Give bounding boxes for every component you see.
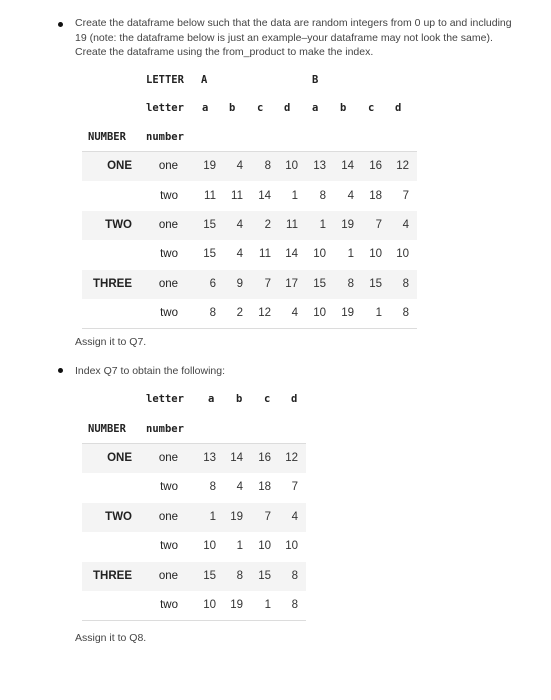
table-cell: 12 bbox=[285, 452, 298, 464]
table-cell: 8 bbox=[236, 570, 243, 582]
table-cell: 10 bbox=[285, 540, 298, 552]
index-level1-label: one bbox=[158, 219, 178, 231]
table-cell: 4 bbox=[402, 219, 409, 231]
table-cell: 15 bbox=[203, 248, 216, 260]
table-cell: 1 bbox=[236, 540, 243, 552]
index-level1-label: one bbox=[158, 570, 178, 582]
table-cell: 1 bbox=[347, 248, 354, 260]
assign-q7-text: Assign it to Q7. bbox=[75, 336, 147, 348]
row-divider bbox=[82, 328, 417, 329]
index-level1-label: one bbox=[158, 278, 178, 290]
table-cell: 10 bbox=[313, 307, 326, 319]
table-cell: 8 bbox=[402, 307, 409, 319]
column-level-name: letter bbox=[146, 393, 184, 405]
table-cell: 11 bbox=[286, 219, 298, 231]
column-group-label: B bbox=[312, 74, 319, 86]
table-cell: 18 bbox=[258, 481, 271, 493]
bullet-2 bbox=[58, 368, 63, 373]
table-cell: 14 bbox=[258, 190, 271, 202]
index-level0-label: THREE bbox=[93, 570, 132, 582]
table-cell: 10 bbox=[203, 599, 216, 611]
table-cell: 15 bbox=[369, 278, 382, 290]
column-label: b bbox=[340, 102, 347, 114]
index-level1-label: two bbox=[160, 190, 178, 202]
table-cell: 1 bbox=[264, 599, 271, 611]
table-cell: 7 bbox=[291, 481, 298, 493]
column-label: a bbox=[202, 102, 209, 114]
table-cell: 8 bbox=[319, 190, 326, 202]
column-label: a bbox=[208, 393, 215, 405]
index-level0-name: NUMBER bbox=[88, 423, 126, 435]
index-level1-name: number bbox=[146, 131, 184, 143]
index-level1-label: one bbox=[158, 511, 178, 523]
table-cell: 11 bbox=[259, 248, 271, 260]
index-level0-label: THREE bbox=[93, 278, 132, 290]
table-cell: 19 bbox=[341, 307, 354, 319]
table-cell: 15 bbox=[313, 278, 326, 290]
table-cell: 16 bbox=[258, 452, 271, 464]
table-cell: 12 bbox=[258, 307, 271, 319]
column-label: a bbox=[312, 102, 319, 114]
table-cell: 15 bbox=[203, 219, 216, 231]
assign-q8-text: Assign it to Q8. bbox=[75, 632, 147, 644]
table-cell: 13 bbox=[313, 160, 326, 172]
column-label: d bbox=[291, 393, 298, 405]
table-cell: 2 bbox=[264, 219, 271, 231]
table-cell: 14 bbox=[341, 160, 354, 172]
table-cell: 10 bbox=[396, 248, 409, 260]
table-cell: 19 bbox=[230, 511, 243, 523]
table-cell: 10 bbox=[369, 248, 382, 260]
index-level0-label: TWO bbox=[105, 511, 132, 523]
table-cell: 4 bbox=[236, 248, 243, 260]
column-label: d bbox=[284, 102, 291, 114]
table-cell: 7 bbox=[375, 219, 382, 231]
table-cell: 7 bbox=[264, 278, 271, 290]
table-cell: 10 bbox=[203, 540, 216, 552]
index-level1-label: two bbox=[160, 248, 178, 260]
column-level0-name: LETTER bbox=[146, 74, 184, 86]
table-cell: 9 bbox=[236, 278, 243, 290]
table-cell: 19 bbox=[203, 160, 216, 172]
index-level0-label: ONE bbox=[107, 160, 132, 172]
table-cell: 13 bbox=[203, 452, 216, 464]
index-level1-label: two bbox=[160, 599, 178, 611]
table-cell: 18 bbox=[369, 190, 382, 202]
table-cell: 1 bbox=[291, 190, 298, 202]
table-cell: 12 bbox=[396, 160, 409, 172]
column-label: c bbox=[264, 393, 271, 405]
table-cell: 8 bbox=[264, 160, 271, 172]
table-cell: 4 bbox=[291, 511, 298, 523]
table-cell: 11 bbox=[231, 190, 243, 202]
table-cell: 17 bbox=[285, 278, 298, 290]
column-label: b bbox=[236, 393, 243, 405]
column-label: c bbox=[257, 102, 264, 114]
table-cell: 1 bbox=[319, 219, 326, 231]
table-cell: 19 bbox=[230, 599, 243, 611]
table-cell: 1 bbox=[375, 307, 382, 319]
table-cell: 2 bbox=[236, 307, 243, 319]
table-cell: 14 bbox=[285, 248, 298, 260]
index-level1-name: number bbox=[146, 423, 184, 435]
index-level1-label: one bbox=[158, 452, 178, 464]
table-cell: 4 bbox=[347, 190, 354, 202]
table-cell: 10 bbox=[258, 540, 271, 552]
table-cell: 4 bbox=[291, 307, 298, 319]
index-instruction: Index Q7 to obtain the following: bbox=[75, 365, 226, 377]
column-label: d bbox=[395, 102, 402, 114]
column-group-label: A bbox=[201, 74, 208, 86]
bullet-1 bbox=[58, 22, 63, 27]
table-cell: 7 bbox=[402, 190, 409, 202]
table-cell: 19 bbox=[341, 219, 354, 231]
column-label: b bbox=[229, 102, 236, 114]
table-cell: 15 bbox=[258, 570, 271, 582]
table-cell: 8 bbox=[291, 599, 298, 611]
table-cell: 8 bbox=[209, 307, 216, 319]
table-cell: 8 bbox=[402, 278, 409, 290]
table-cell: 4 bbox=[236, 481, 243, 493]
index-level0-name: NUMBER bbox=[88, 131, 126, 143]
table-cell: 8 bbox=[291, 570, 298, 582]
table-cell: 4 bbox=[236, 219, 243, 231]
index-level0-label: TWO bbox=[105, 219, 132, 231]
table-cell: 8 bbox=[347, 278, 354, 290]
row-divider bbox=[82, 620, 306, 621]
intro-paragraph: Create the dataframe below such that the data are random integers from 0 up to and including 19 (note: the dataframe below is just an example–your dataframe may not look the same). Create the dataframe using the from_product to make the index. bbox=[75, 17, 512, 58]
table-cell: 4 bbox=[236, 160, 243, 172]
table-cell: 10 bbox=[313, 248, 326, 260]
table-cell: 8 bbox=[209, 481, 216, 493]
index-level0-label: ONE bbox=[107, 452, 132, 464]
column-level1-name: letter bbox=[146, 102, 184, 114]
table-cell: 16 bbox=[369, 160, 382, 172]
index-level1-label: two bbox=[160, 307, 178, 319]
table-cell: 7 bbox=[264, 511, 271, 523]
table-cell: 14 bbox=[230, 452, 243, 464]
table-cell: 1 bbox=[209, 511, 216, 523]
column-label: c bbox=[368, 102, 375, 114]
table-cell: 11 bbox=[204, 190, 216, 202]
index-level1-label: two bbox=[160, 481, 178, 493]
index-level1-label: two bbox=[160, 540, 178, 552]
table-cell: 15 bbox=[203, 570, 216, 582]
index-level1-label: one bbox=[158, 160, 178, 172]
table-cell: 10 bbox=[285, 160, 298, 172]
table-cell: 6 bbox=[209, 278, 216, 290]
